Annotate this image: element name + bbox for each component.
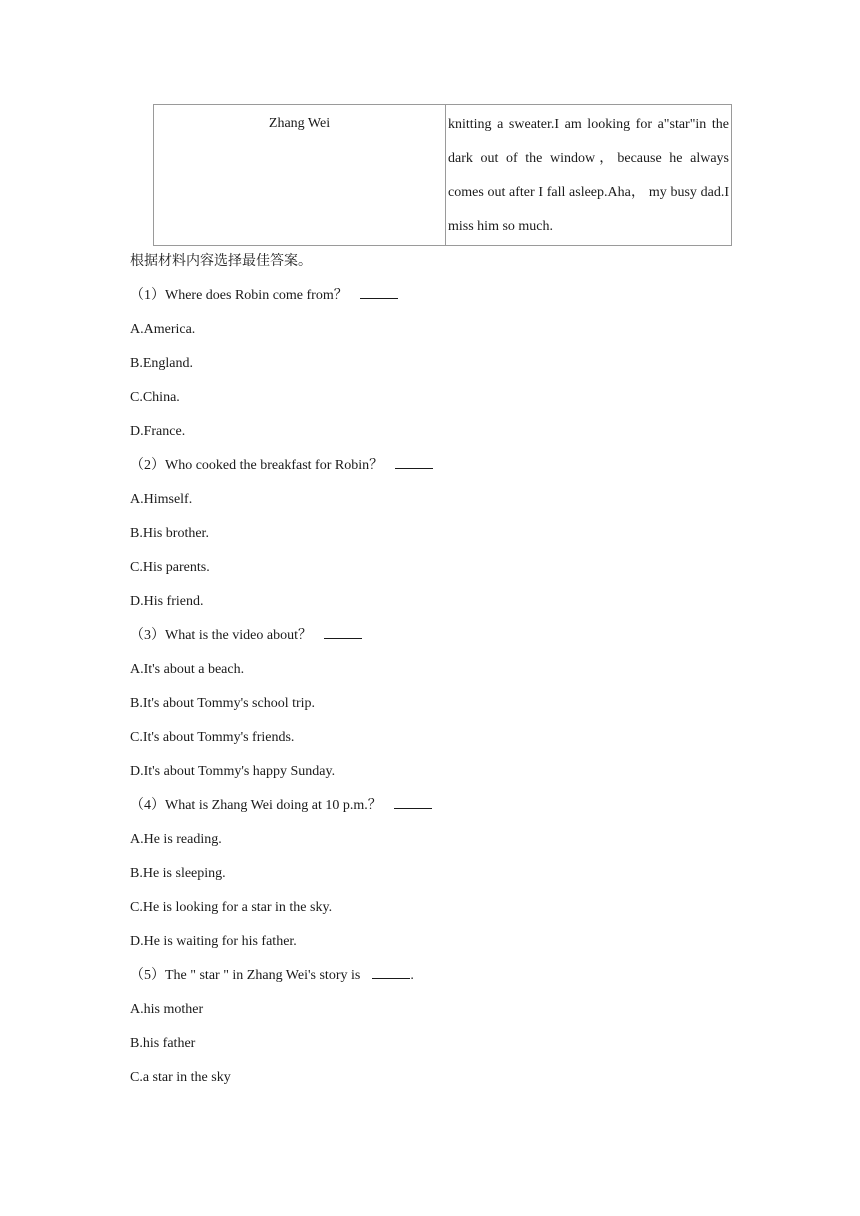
option-c: C.His parents. [130, 560, 210, 575]
option-a: A.America. [130, 322, 196, 337]
option-a: A.his mother [130, 1002, 204, 1017]
option-b: B.England. [130, 356, 193, 371]
option-b: B.He is sleeping. [130, 866, 226, 881]
option-d: D.His friend. [130, 594, 204, 609]
answer-blank [372, 966, 410, 979]
question-5 [130, 959, 770, 1095]
option-d: D.He is waiting for his father. [130, 934, 297, 949]
question-3 [130, 619, 770, 789]
question-stem [130, 959, 770, 993]
question-1 [130, 279, 770, 449]
option-d: D.It's about Tommy's happy Sunday. [130, 764, 336, 779]
question-stem-text: （2）Who cooked the breakfast for Robin？ [130, 458, 384, 473]
option-d: D.France. [130, 424, 186, 439]
question-stem-text: （4）What is Zhang Wei doing at 10 p.m.？ [130, 798, 382, 813]
question-section [130, 245, 770, 1095]
question-stem-text: （3）What is the video about？ [130, 628, 312, 643]
question-stem-suffix: . [410, 968, 414, 983]
question-stem [130, 619, 770, 653]
answer-blank [324, 626, 362, 639]
question-stem-text: （1）Where does Robin come from？ [130, 288, 348, 303]
option-b: B.It's about Tommy's school trip. [130, 696, 316, 711]
question-stem-text: （5）The " star " in Zhang Wei's story is [130, 968, 361, 983]
answer-blank [360, 286, 398, 299]
table-name-cell: Zhang Wei [154, 105, 446, 246]
question-2 [130, 449, 770, 619]
question-4 [130, 789, 770, 959]
option-a: A.Himself. [130, 492, 193, 507]
story-table [153, 104, 732, 246]
answer-blank [394, 796, 432, 809]
instruction-text: 根据材料内容选择最佳答案。 [130, 254, 312, 269]
table-row [154, 105, 732, 246]
option-c: C.It's about Tommy's friends. [130, 730, 295, 745]
option-b: B.his father [130, 1036, 196, 1051]
question-stem [130, 449, 770, 483]
question-stem [130, 279, 770, 313]
option-a: A.It's about a beach. [130, 662, 245, 677]
option-c: C.He is looking for a star in the sky. [130, 900, 333, 915]
answer-blank [395, 456, 433, 469]
option-a: A.He is reading. [130, 832, 222, 847]
table-text-cell: knitting a sweater.I am looking for a"star"in the dark out of the window，because he always comes out after I fall asleep.Aha， my busy dad.I miss him so much. [446, 105, 732, 246]
option-b: B.His brother. [130, 526, 209, 541]
question-stem [130, 789, 770, 823]
option-c: C.China. [130, 390, 180, 405]
option-c: C.a star in the sky [130, 1070, 231, 1085]
